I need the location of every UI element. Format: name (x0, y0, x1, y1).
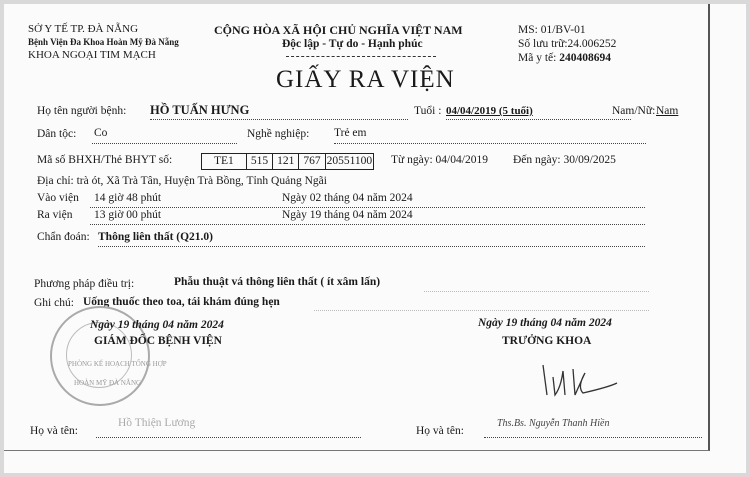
patient-name: HỒ TUẤN HƯNG (150, 103, 250, 117)
ethnicity-dots (92, 143, 237, 144)
medical-code-value: 240408694 (559, 52, 611, 64)
discharge-date: Ngày 19 tháng 04 năm 2024 (282, 209, 413, 221)
occupation-dots (334, 143, 646, 144)
director-title: GIÁM ĐỐC BỆNH VIỆN (94, 335, 222, 347)
note-value: Uống thuốc theo toa, tái khám đúng hẹn (83, 296, 280, 308)
patient-age: 04/04/2019 (5 tuổi) (446, 105, 533, 117)
stamp-text: PHÒNG KẾ HOẠCH TỔNG HỢP (68, 360, 167, 368)
archive-number (518, 38, 616, 50)
admission-label: Vào viện (37, 192, 79, 204)
right-sign-date: Ngày 19 tháng 04 năm 2024 (478, 317, 612, 329)
age-label: Tuổi : (414, 105, 442, 117)
note-label: Ghi chú: (34, 297, 74, 309)
department-name: SỞ Y TẾ TP. ĐÀ NẴNG (28, 23, 139, 35)
form-code: MS: 01/BV-01 (518, 24, 586, 36)
left-name-dots (96, 437, 361, 438)
ward-name: KHOA NGOẠI TIM MẠCH (28, 49, 156, 61)
motto-underline (286, 56, 436, 57)
insurance-part: 515 (247, 154, 273, 169)
head-of-department-name: Ths.Bs. Nguyễn Thanh Hiền (497, 418, 610, 429)
insurance-valid-to: Đến ngày: 30/09/2025 (513, 154, 616, 166)
director-name: Hồ Thiện Lương (118, 417, 196, 429)
ethnicity-value: Co (94, 127, 108, 139)
hospital-name: Bệnh Viện Đa Khoa Hoàn Mỹ Đà Nẵng (28, 37, 179, 47)
occupation-label: Nghề nghiệp: (247, 128, 310, 140)
insurance-valid-from: Từ ngày: 04/04/2019 (391, 154, 488, 166)
archive-value: 24.006252 (567, 38, 617, 50)
treatment-value: Phẫu thuật vá thông liên thất ( ít xâm lấn) (174, 276, 381, 288)
discharge-document (4, 4, 746, 473)
diagnosis-value: Thông liên thất (Q21.0) (98, 231, 214, 243)
patient-sex: Nam (656, 105, 679, 117)
address: Địa chỉ: trà ót, Xã Trà Tân, Huyện Trà Bồng, Tỉnh Quảng Ngãi (37, 175, 327, 187)
discharge-label: Ra viện (37, 209, 73, 221)
head-of-department-title: TRƯỞNG KHOA (502, 335, 592, 347)
note-dots (314, 310, 649, 311)
medical-code (518, 52, 611, 64)
signature-scribble (539, 357, 619, 402)
treatment-dots (424, 291, 649, 292)
left-name-label: Họ và tên: (30, 425, 78, 437)
left-sign-date: Ngày 19 tháng 04 năm 2024 (90, 319, 224, 331)
medical-code-label: Mã y tế: (518, 52, 557, 64)
age-dots (446, 119, 631, 120)
treatment-label: Phương pháp điều trị: (34, 278, 135, 290)
admission-date: Ngày 02 tháng 04 năm 2024 (282, 192, 413, 204)
document-title: GIẤY RA VIỆN (276, 66, 455, 93)
insurance-label: Mã số BHXH/Thẻ BHYT số: (37, 154, 173, 166)
admission-time: 14 giờ 48 phút (94, 192, 162, 204)
nation-title: CỘNG HÒA XÃ HỘI CHỦ NGHĨA VIỆT NAM (214, 23, 463, 37)
discharge-dots (90, 224, 645, 225)
insurance-part: 767 (299, 154, 325, 169)
right-name-dots (484, 437, 702, 438)
insurance-part: 121 (273, 154, 299, 169)
insurance-part: 20551100 (326, 155, 373, 167)
name-dots (150, 119, 408, 120)
sex-label: Nam/Nữ: (612, 105, 656, 117)
archive-label: Số lưu trữ: (518, 38, 568, 50)
admission-dots (90, 207, 645, 208)
discharge-time: 13 giờ 00 phút (94, 209, 162, 221)
name-label: Họ tên người bệnh: (37, 105, 127, 117)
motto: Độc lập - Tự do - Hạnh phúc (282, 38, 423, 50)
ethnicity-label: Dân tộc: (37, 128, 77, 140)
right-name-label: Họ và tên: (416, 425, 464, 437)
diagnosis-dots (98, 246, 645, 247)
insurance-part: TE1 (202, 154, 247, 169)
occupation-value: Trẻ em (334, 127, 367, 139)
diagnosis-label: Chẩn đoán: (37, 231, 90, 243)
stamp-text-2: HOÀN MỸ ĐÀ NẴNG (74, 379, 142, 387)
insurance-number-boxes (201, 153, 374, 170)
